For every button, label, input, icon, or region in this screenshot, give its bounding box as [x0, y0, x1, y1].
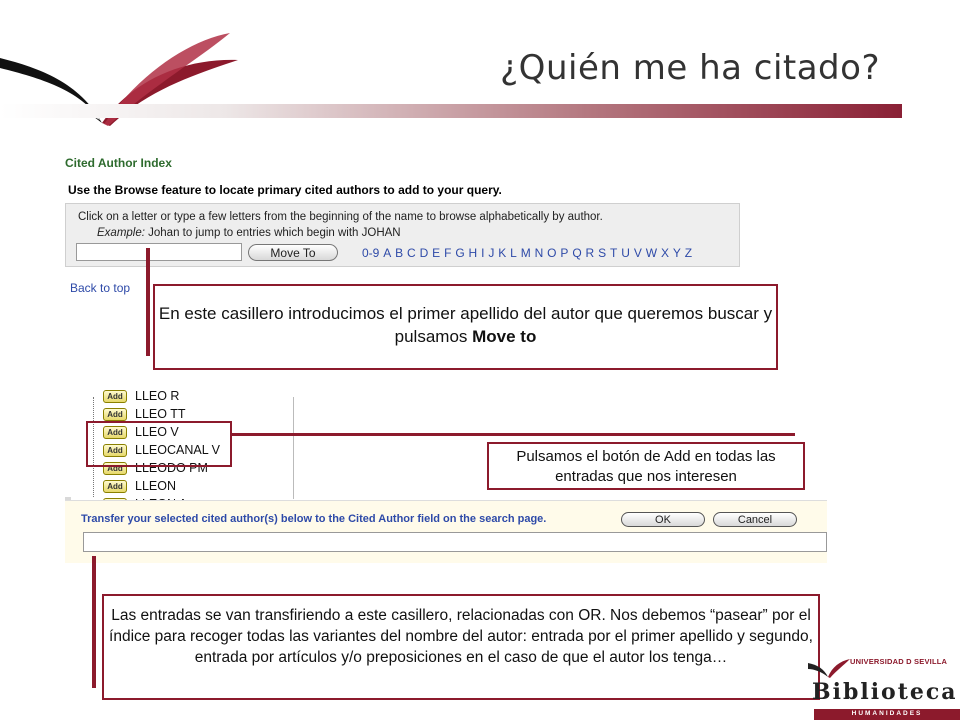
logo-subtitle-bar [814, 709, 960, 720]
connector-line-1 [146, 248, 150, 356]
alphabet-letter[interactable]: O [547, 246, 557, 260]
author-search-input[interactable] [76, 243, 242, 261]
connector-line-2 [232, 433, 795, 436]
entry-name: LLEOCANAL V [135, 443, 220, 457]
biblioteca-logo [800, 655, 960, 720]
alphabet-letter[interactable]: Y [672, 246, 681, 260]
alphabet-letter[interactable]: B [395, 246, 404, 260]
alphabet-letter[interactable]: V [633, 246, 642, 260]
add-entries-highlight [86, 421, 232, 467]
entry-name: LLEODO PM [135, 461, 208, 475]
browse-instruction: Use the Browse feature to locate primary cited authors to add to your query. [68, 183, 502, 197]
alphabet-letter[interactable]: Q [572, 246, 582, 260]
callout-move-to-text: En este casillero introducimos el primer apellido del autor que queremos buscar y pulsamos [158, 304, 773, 346]
alphabet-letter[interactable]: Z [684, 246, 693, 260]
cited-author-index-heading: Cited Author Index [65, 156, 172, 170]
alphabet-letter[interactable]: X [660, 246, 669, 260]
transfer-message: Transfer your selected cited author(s) below to the Cited Author field on the search page. [81, 513, 547, 525]
example-body: Johan to jump to entries which begin with JOHAN [144, 227, 401, 239]
alphabet-letter[interactable]: F [444, 246, 452, 260]
connector-line-3 [92, 556, 96, 688]
callout-add: Pulsamos el botón de Add en todas las entradas que nos interesen [487, 442, 805, 490]
cancel-button[interactable]: Cancel [713, 512, 797, 527]
browse-panel [65, 203, 740, 267]
alphabet-letter[interactable]: L [510, 246, 517, 260]
alphabet-letter[interactable]: W [645, 246, 658, 260]
alphabet-letter[interactable]: R [585, 246, 595, 260]
add-button[interactable]: Add [103, 462, 127, 475]
list-item [103, 387, 179, 405]
alphabet-nav [362, 246, 692, 260]
title-divider-bar [0, 104, 902, 118]
list-divider [293, 397, 294, 499]
add-button[interactable]: Add [103, 480, 127, 493]
alphabet-letter[interactable]: T [610, 246, 618, 260]
logo-wordmark: Biblioteca [812, 679, 958, 705]
alphabet-letter[interactable]: K [498, 246, 507, 260]
alphabet-letter[interactable]: D [419, 246, 429, 260]
entry-name: LLEON [135, 479, 176, 493]
alphabet-letter[interactable]: E [432, 246, 441, 260]
alphabet-letter[interactable]: C [407, 246, 416, 260]
add-button[interactable]: Add [103, 444, 127, 457]
entry-name: LLEO TT [135, 407, 186, 421]
move-to-button[interactable]: Move To [248, 244, 338, 261]
logo-subtitle: HUMANIDADES [851, 710, 923, 717]
callout-move-to-bold: Move to [472, 327, 537, 346]
alphabet-letter[interactable]: U [621, 246, 630, 260]
add-button[interactable]: Add [103, 390, 127, 403]
example-text [97, 227, 401, 239]
callout-transfer: Las entradas se van transfiriendo a este casillero, relacionadas con OR. Nos debemos “pasear” por el índice para recoger todas las variantes del nombre del autor: entrada por el primer apellido y segundo, entrada por artículos y/o preposiciones en el caso de que el autor los tenga… [102, 594, 820, 700]
add-button[interactable]: Add [103, 408, 127, 421]
logo-book-icon [806, 657, 850, 679]
browse-help-text: Click on a letter or type a few letters from the beginning of the name to browse alphabetically by author. [78, 211, 603, 223]
slide-title: ¿Quién me ha citado? [500, 48, 880, 88]
callout-move-to [153, 284, 778, 370]
alphabet-letter[interactable]: I [481, 246, 485, 260]
add-button[interactable]: Add [103, 426, 127, 439]
transfer-panel [65, 500, 827, 563]
logo-university: UNIVERSIDAD D SEVILLA [850, 657, 948, 666]
entry-name: LLEO R [135, 389, 180, 403]
alphabet-letter[interactable]: P [560, 246, 569, 260]
alphabet-letter[interactable]: 0-9 [362, 246, 380, 260]
cited-author-field[interactable] [83, 532, 827, 552]
alphabet-letter[interactable]: J [488, 246, 495, 260]
alphabet-letter[interactable]: G [455, 246, 465, 260]
alphabet-letter[interactable]: M [520, 246, 531, 260]
back-to-top-link[interactable]: Back to top [70, 281, 131, 295]
list-item [103, 477, 176, 495]
example-label: Example: [97, 227, 145, 239]
alphabet-letter[interactable]: S [598, 246, 607, 260]
alphabet-letter[interactable]: H [468, 246, 478, 260]
alphabet-letter[interactable]: N [534, 246, 544, 260]
entry-name: LLEO V [135, 425, 179, 439]
alphabet-letter[interactable]: A [383, 246, 392, 260]
ok-button[interactable]: OK [621, 512, 705, 527]
